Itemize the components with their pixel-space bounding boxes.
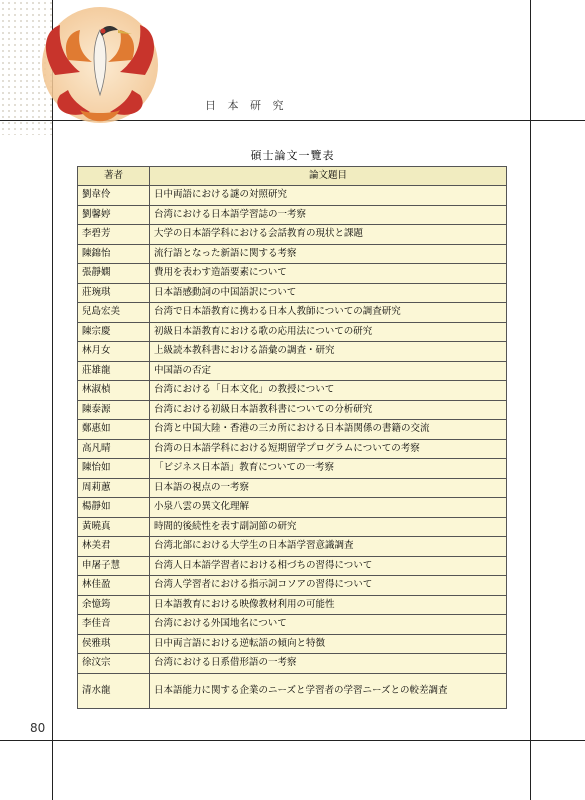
author-cell: 林月女 xyxy=(78,342,150,362)
title-cell: 台湾北部における大学生の日本語学習意識調査 xyxy=(150,537,507,557)
table-row xyxy=(78,186,507,206)
table-row xyxy=(78,400,507,420)
journal-title: 日 本 研 究 xyxy=(205,99,288,112)
table-row xyxy=(78,244,507,264)
table-row xyxy=(78,381,507,401)
title-cell: 日本語能力に関する企業のニーズと学習者の学習ニーズとの較差調査 xyxy=(150,673,507,708)
table-row xyxy=(78,517,507,537)
author-cell: 李碧芳 xyxy=(78,225,150,245)
table-row xyxy=(78,498,507,518)
title-cell: 台湾における日系借形語の一考察 xyxy=(150,654,507,674)
title-cell: 費用を表わす造語要素について xyxy=(150,264,507,284)
author-cell: 林淑楨 xyxy=(78,381,150,401)
title-cell: 日本語感動詞の中国語訳について xyxy=(150,283,507,303)
title-cell: 日本語の視点の一考察 xyxy=(150,478,507,498)
title-cell: 小泉八雲の異文化理解 xyxy=(150,498,507,518)
author-cell: 周莉蕙 xyxy=(78,478,150,498)
table-header-row xyxy=(78,167,507,186)
title-cell: 流行語となった新語に関する考察 xyxy=(150,244,507,264)
author-cell: 申屠子慧 xyxy=(78,556,150,576)
title-cell: 中国語の否定 xyxy=(150,361,507,381)
table-row xyxy=(78,537,507,557)
table-row xyxy=(78,634,507,654)
author-cell: 余憶筠 xyxy=(78,595,150,615)
crane-emblem-icon xyxy=(0,0,190,135)
bottom-rule xyxy=(0,740,585,741)
table-row xyxy=(78,615,507,635)
table-row xyxy=(78,673,507,708)
title-cell: 「ビジネス日本語」教育についての一考察 xyxy=(150,459,507,479)
author-cell: 莊雄龍 xyxy=(78,361,150,381)
author-cell: 楊靜如 xyxy=(78,498,150,518)
title-cell: 日中両語における謎の対照研究 xyxy=(150,186,507,206)
author-cell: 陳泰源 xyxy=(78,400,150,420)
table-row xyxy=(78,303,507,323)
title-cell: 台湾の日本語学科における短期留学プログラムについての考察 xyxy=(150,439,507,459)
title-cell: 台湾と中国大陸・香港の三カ所における日本語関係の書籍の交流 xyxy=(150,420,507,440)
table-row xyxy=(78,205,507,225)
table-row xyxy=(78,576,507,596)
title-cell: 台湾における初級日本語教科書についての分析研究 xyxy=(150,400,507,420)
title-cell: 初級日本語教育における歌の応用法についての研究 xyxy=(150,322,507,342)
table-row xyxy=(78,420,507,440)
title-cell: 日本語教育における映像教材利用の可能性 xyxy=(150,595,507,615)
column-header-title: 論文題目 xyxy=(150,167,507,186)
table-row xyxy=(78,595,507,615)
table-row xyxy=(78,361,507,381)
theses-table xyxy=(77,166,507,709)
author-cell: 清水龍 xyxy=(78,673,150,708)
author-cell: 林美君 xyxy=(78,537,150,557)
author-cell: 徐汶宗 xyxy=(78,654,150,674)
title-cell: 台湾における日本語学習誌の一考察 xyxy=(150,205,507,225)
table-row xyxy=(78,283,507,303)
table-row xyxy=(78,322,507,342)
table-row xyxy=(78,459,507,479)
author-cell: 黃曉真 xyxy=(78,517,150,537)
table-row xyxy=(78,556,507,576)
title-cell: 台湾人日本語学習者における相づちの習得について xyxy=(150,556,507,576)
author-cell: 兒島宏美 xyxy=(78,303,150,323)
table-row xyxy=(78,342,507,362)
author-cell: 林佳盈 xyxy=(78,576,150,596)
table-row xyxy=(78,478,507,498)
title-cell: 台湾における「日本文化」の教授について xyxy=(150,381,507,401)
table-row xyxy=(78,654,507,674)
author-cell: 劉馨婷 xyxy=(78,205,150,225)
right-margin-line xyxy=(530,0,531,800)
title-cell: 上級読本教科書における語彙の調査・研究 xyxy=(150,342,507,362)
author-cell: 陳宗慶 xyxy=(78,322,150,342)
author-cell: 張靜嫻 xyxy=(78,264,150,284)
page-number: 80 xyxy=(30,721,46,735)
table-row xyxy=(78,439,507,459)
title-cell: 台湾で日本語教育に携わる日本人教師についての調査研究 xyxy=(150,303,507,323)
title-cell: 台湾人学習者における指示詞コソアの習得について xyxy=(150,576,507,596)
column-header-author: 著者 xyxy=(78,167,150,186)
title-cell: 時間的後続性を表す副詞節の研究 xyxy=(150,517,507,537)
table-row xyxy=(78,264,507,284)
title-cell: 日中両言語における逆転語の傾向と特徴 xyxy=(150,634,507,654)
title-cell: 大学の日本語学科における会話教育の現状と課題 xyxy=(150,225,507,245)
table-row xyxy=(78,225,507,245)
author-cell: 莊琬琪 xyxy=(78,283,150,303)
author-cell: 劉韋伶 xyxy=(78,186,150,206)
title-cell: 台湾における外国地名について xyxy=(150,615,507,635)
author-cell: 陳錦怡 xyxy=(78,244,150,264)
author-cell: 高凡晴 xyxy=(78,439,150,459)
table-title: 碩士論文一覽表 xyxy=(250,149,335,162)
author-cell: 鄭惠如 xyxy=(78,420,150,440)
author-cell: 侯雅琪 xyxy=(78,634,150,654)
author-cell: 李佳音 xyxy=(78,615,150,635)
author-cell: 陳怡如 xyxy=(78,459,150,479)
